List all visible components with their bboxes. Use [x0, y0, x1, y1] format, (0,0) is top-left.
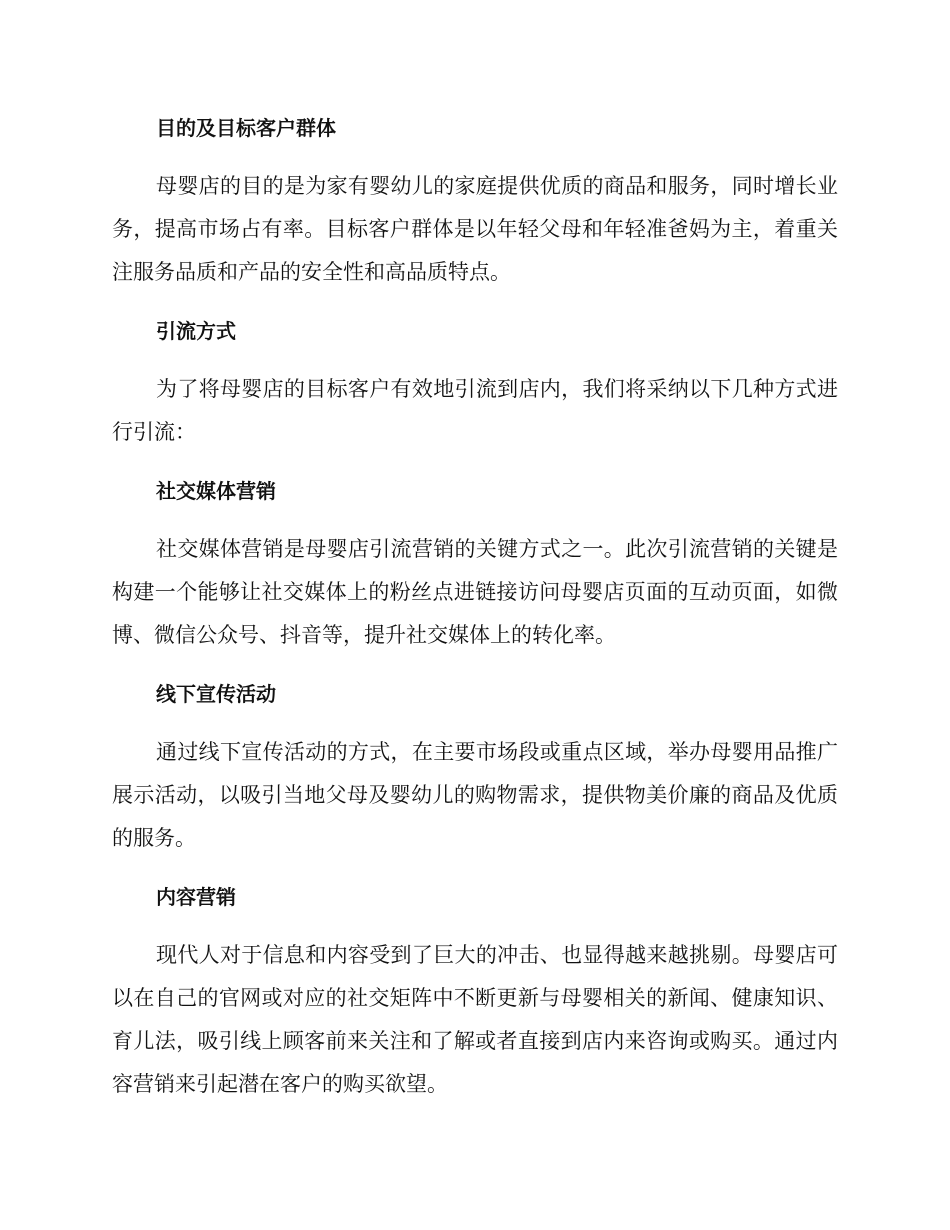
section-heading: 目的及目标客户群体 — [156, 116, 336, 140]
section-paragraph: 为了将母婴店的目标客户有效地引流到店内，我们将采纳以下几种方式进行引流： — [112, 377, 838, 444]
section-heading: 社交媒体营销 — [156, 479, 276, 503]
section-traffic-methods — [112, 315, 838, 454]
section-paragraph: 母婴店的目的是为家有婴幼儿的家庭提供优质的商品和服务，同时增长业务，提高市场占有率。目标客户群体是以年轻父母和年轻准爸妈为主，着重关注服务品质和产品的安全性和高品质特点。 — [112, 174, 838, 284]
section-content-marketing — [112, 881, 838, 1106]
section-heading: 内容营销 — [156, 885, 236, 909]
section-heading: 线下宣传活动 — [156, 682, 276, 706]
section-heading: 引流方式 — [156, 319, 236, 343]
section-paragraph: 社交媒体营销是母婴店引流营销的关键方式之一。此次引流营销的关键是构建一个能够让社交媒体上的粉丝点进链接访问母婴店页面的互动页面，如微博、微信公众号、抖音等，提升社交媒体上的转化率。 — [112, 537, 838, 647]
section-purpose — [112, 112, 838, 294]
section-social-media — [112, 475, 838, 657]
section-offline-promotion — [112, 678, 838, 860]
section-paragraph: 通过线下宣传活动的方式，在主要市场段或重点区域，举办母婴用品推广展示活动，以吸引当地父母及婴幼儿的购物需求，提供物美价廉的商品及优质的服务。 — [112, 740, 838, 850]
section-paragraph: 现代人对于信息和内容受到了巨大的冲击、也显得越来越挑剔。母婴店可以在自己的官网或对应的社交矩阵中不断更新与母婴相关的新闻、健康知识、育儿法，吸引线上顾客前来关注和了解或者直接到店内来咨询或购买。通过内容营销来引起潜在客户的购买欲望。 — [112, 943, 838, 1096]
